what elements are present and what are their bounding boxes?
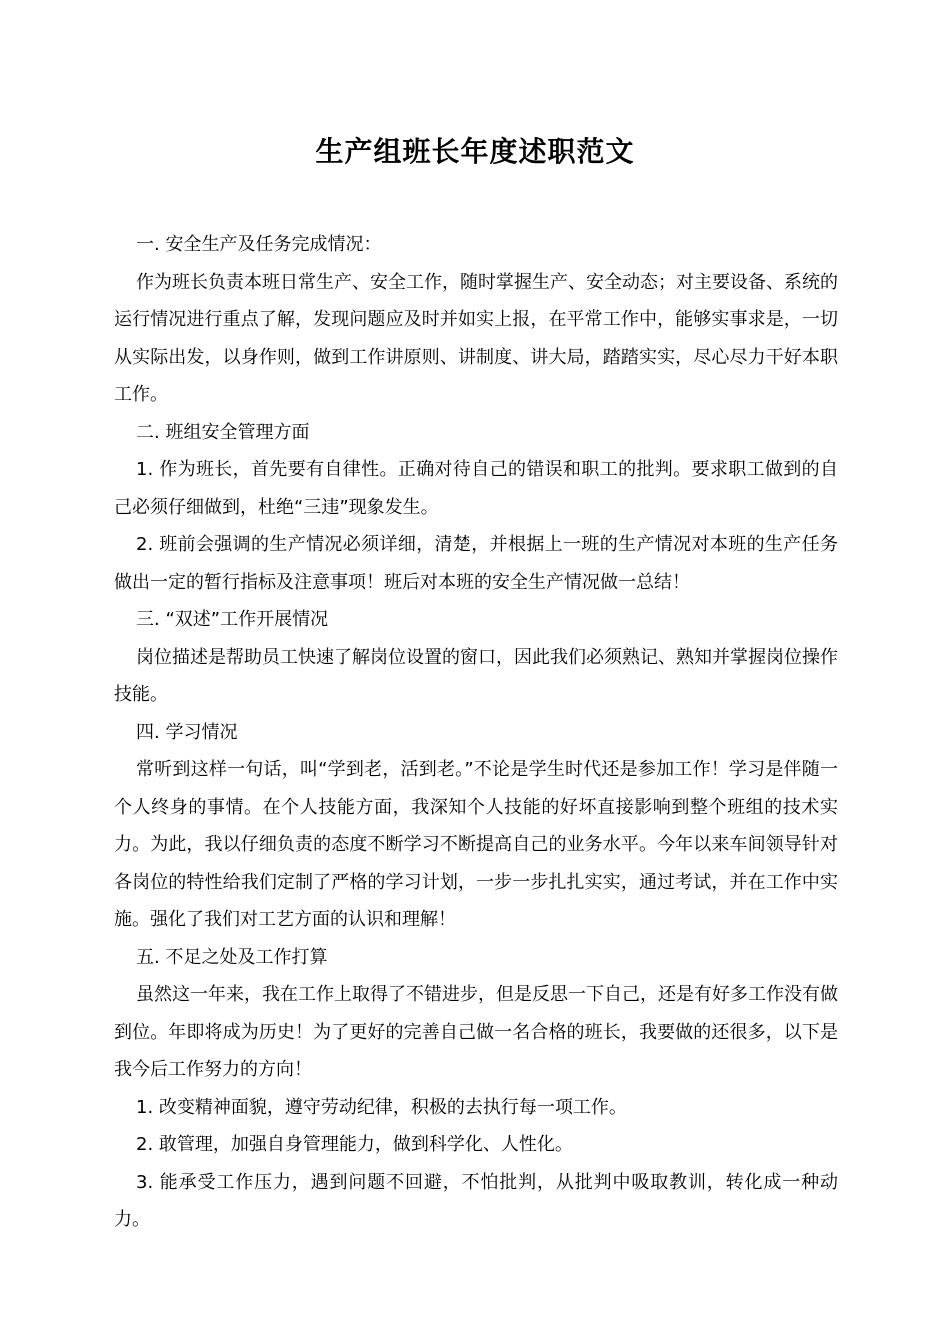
list-item: 2. 班前会强调的生产情况必须详细，清楚，并根据上一班的生产情况对本班的生产任务做出一定的暂行指标及注意事项！班后对本班的安全生产情况做一总结！ [114,534,838,593]
page-title: 生产组班长年度述职范文 [315,135,635,168]
section-heading-4: 四. 学习情况 [136,721,238,743]
list-item: 1. 作为班长，首先要有自律性。正确对待自己的错误和职工的批判。要求职工做到的自己必须仔细做到，杜绝“三违”现象发生。 [114,459,838,518]
section-heading-1: 一. 安全生产及任务完成情况： [136,234,382,255]
paragraph: 岗位描述是帮助员工快速了解岗位设置的窗口，因此我们必须熟记、熟知并掌握岗位操作技能。 [114,646,838,705]
section-heading-5: 五. 不足之处及工作打算 [136,946,328,968]
list-item: 1. 改变精神面貌，遵守劳动纪律，积极的去执行每一项工作。 [136,1096,627,1118]
paragraph: 作为班长负责本班日常生产、安全工作，随时掌握生产、安全动态；对主要设备、系统的运行情况进行重点了解，发现问题应及时并如实上报，在平常工作中，能够实事求是，一切从实际出发，以身作则，做到工作讲原则、讲制度、讲大局，踏踏实实，尽心尽力干好本职工作。 [114,271,838,405]
paragraph: 虽然这一年来，我在工作上取得了不错进步，但是反思一下自己，还是有好多工作没有做到位。年即将成为历史！为了更好的完善自己做一名合格的班长，我要做的还很多，以下是我今后工作努力的方向！ [114,984,838,1080]
section-heading-2: 二. 班组安全管理方面 [136,421,310,443]
paragraph: 常听到这样一句话，叫“学到老，活到老。”不论是学生时代还是参加工作！学习是伴随一个人终身的事情。在个人技能方面，我深知个人技能的好坏直接影响到整个班组的技术实力。为此，我以仔细负责的态度不断学习不断提高自己的业务水平。今年以来车间领导针对各岗位的特性给我们定制了严格的学习计划，一步一步扎扎实实，通过考试，并在工作中实施。强化了我们对工艺方面的认识和理解！ [114,759,838,930]
list-item: 3. 能承受工作压力，遇到问题不回避，不怕批判，从批判中吸取教训，转化成一种动力。 [114,1171,838,1230]
section-heading-3: 三. “双述”工作开展情况 [136,609,329,630]
document-body [114,226,838,1239]
list-item: 2. 敢管理，加强自身管理能力，做到科学化、人性化。 [136,1134,573,1155]
